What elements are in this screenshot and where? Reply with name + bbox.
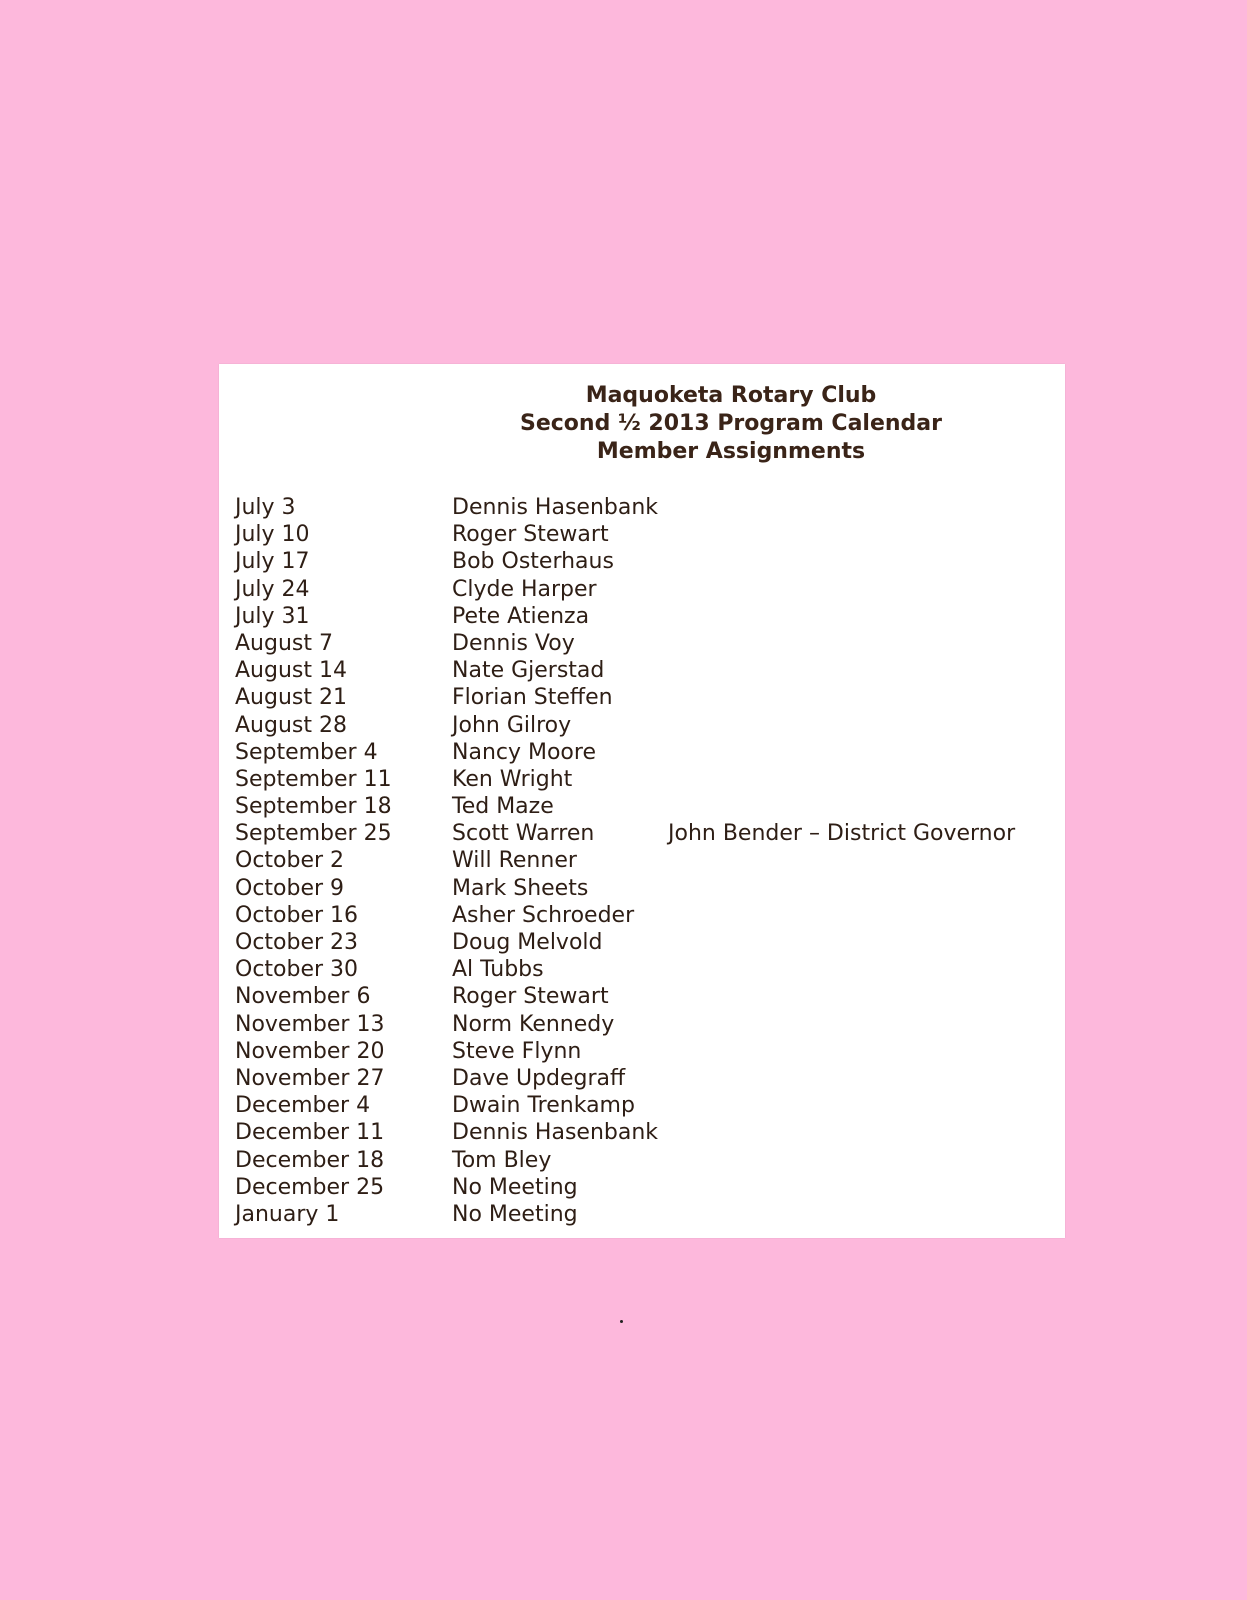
assigned-member: Ted Maze <box>452 794 554 820</box>
assignment-row <box>235 657 1055 684</box>
assignment-row <box>235 1119 1055 1146</box>
assignment-row <box>235 929 1055 956</box>
assignment-row <box>235 1174 1055 1201</box>
meeting-date: December 11 <box>235 1120 385 1146</box>
meeting-date: November 20 <box>235 1038 385 1064</box>
meeting-date: August 21 <box>235 685 347 711</box>
assigned-member: Dwain Trenkamp <box>452 1093 635 1119</box>
assigned-member: Tom Bley <box>452 1147 552 1173</box>
assigned-member: Norm Kennedy <box>452 1011 615 1037</box>
assigned-member: Dave Updegraff <box>452 1065 626 1091</box>
assignment-row <box>235 1092 1055 1119</box>
assignment-note: John Bender – District Governor <box>668 821 1016 847</box>
assigned-member: Roger Stewart <box>452 522 609 548</box>
meeting-date: August 28 <box>235 712 347 738</box>
meeting-date: September 25 <box>235 821 392 847</box>
assigned-member: Will Renner <box>452 848 577 874</box>
assignment-row <box>235 548 1055 575</box>
assignment-row <box>235 684 1055 711</box>
assignment-row <box>235 521 1055 548</box>
document-header <box>219 382 1065 466</box>
assignment-row <box>235 1038 1055 1065</box>
assignment-row <box>235 983 1055 1010</box>
meeting-date: December 25 <box>235 1174 385 1200</box>
assigned-member: Steve Flynn <box>452 1038 582 1064</box>
meeting-date: December 4 <box>235 1093 371 1119</box>
calendar-title-heading: Second ½ 2013 Program Calendar <box>520 411 942 436</box>
assignment-row <box>235 494 1055 521</box>
assigned-member: Mark Sheets <box>452 875 589 901</box>
assignment-row <box>235 820 1055 847</box>
assignment-list <box>235 494 1055 1228</box>
assignment-row <box>235 902 1055 929</box>
club-name-heading: Maquoketa Rotary Club <box>585 383 877 408</box>
meeting-date: September 4 <box>235 739 378 765</box>
assigned-member: Dennis Hasenbank <box>452 495 659 520</box>
assignment-row <box>235 1065 1055 1092</box>
assignment-row <box>235 766 1055 793</box>
assignment-row <box>235 1201 1055 1228</box>
meeting-date: November 27 <box>235 1065 385 1091</box>
assigned-member: Dennis Voy <box>452 630 575 656</box>
assigned-member: Bob Osterhaus <box>452 549 614 575</box>
assigned-member: Pete Atienza <box>452 603 590 629</box>
meeting-date: July 17 <box>235 549 310 575</box>
assigned-member: No Meeting <box>452 1174 578 1200</box>
assignment-row <box>235 847 1055 874</box>
meeting-date: July 3 <box>235 495 296 520</box>
assigned-member: Nancy Moore <box>452 739 596 765</box>
meeting-date: November 6 <box>235 984 371 1010</box>
assigned-member: Clyde Harper <box>452 576 597 602</box>
meeting-date: January 1 <box>235 1201 340 1227</box>
schedule-sheet <box>219 364 1065 1238</box>
scan-speck <box>620 1320 623 1323</box>
assignment-row <box>235 603 1055 630</box>
meeting-date: October 2 <box>235 848 345 874</box>
assigned-member: Roger Stewart <box>452 984 609 1010</box>
meeting-date: November 13 <box>235 1011 385 1037</box>
meeting-date: September 18 <box>235 794 392 820</box>
meeting-date: July 31 <box>235 603 310 629</box>
assignment-row <box>235 793 1055 820</box>
meeting-date: October 9 <box>235 875 345 901</box>
assignment-row <box>235 1011 1055 1038</box>
assignment-row <box>235 1147 1055 1174</box>
assignment-row <box>235 712 1055 739</box>
assigned-member: Dennis Hasenbank <box>452 1120 659 1146</box>
meeting-date: August 14 <box>235 658 347 684</box>
assignment-row <box>235 576 1055 603</box>
assigned-member: Nate Gjerstad <box>452 658 605 684</box>
assigned-member: Ken Wright <box>452 766 573 792</box>
assignment-row <box>235 956 1055 983</box>
assignment-row <box>235 739 1055 766</box>
assigned-member: Al Tubbs <box>452 957 544 983</box>
assigned-member: Asher Schroeder <box>452 902 635 928</box>
meeting-date: October 16 <box>235 902 359 928</box>
assignments-subheading: Member Assignments <box>596 439 866 464</box>
meeting-date: July 24 <box>235 576 310 602</box>
assigned-member: Doug Melvold <box>452 930 603 955</box>
assignment-row <box>235 875 1055 902</box>
meeting-date: August 7 <box>235 630 333 656</box>
assigned-member: Florian Steffen <box>452 685 613 711</box>
meeting-date: September 11 <box>235 766 392 792</box>
assigned-member: John Gilroy <box>452 712 572 738</box>
meeting-date: December 18 <box>235 1147 385 1173</box>
assigned-member: No Meeting <box>452 1201 578 1227</box>
assignment-row <box>235 630 1055 657</box>
meeting-date: October 23 <box>235 930 359 955</box>
meeting-date: July 10 <box>235 522 310 548</box>
assigned-member: Scott Warren <box>452 821 595 847</box>
meeting-date: October 30 <box>235 957 359 983</box>
